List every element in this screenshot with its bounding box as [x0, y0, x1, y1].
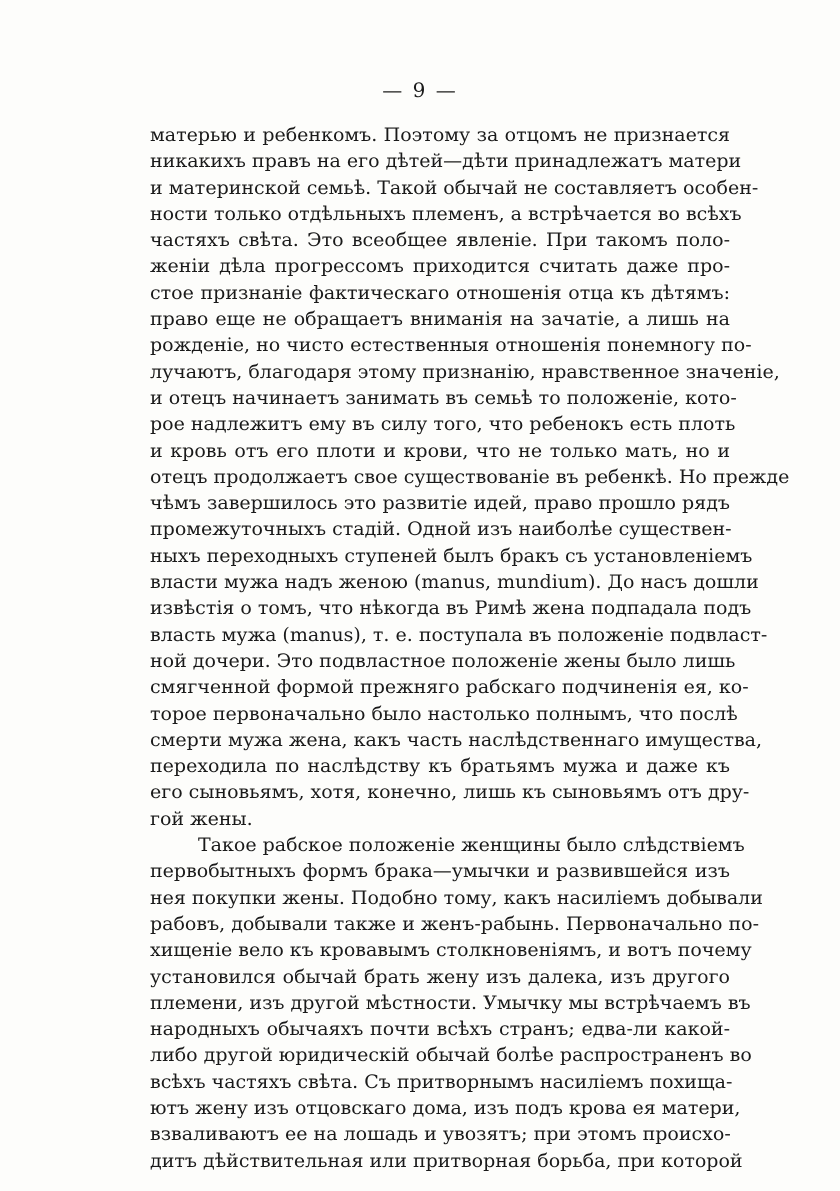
text-line: и отецъ начинаетъ занимать въ семьѣ то положеніе, кото-	[150, 386, 737, 409]
text-line: ныхъ переходныхъ ступеней былъ бракъ съ установленіемъ	[150, 544, 753, 567]
text-line: взваливаютъ ее на лошадь и увозятъ; при этомъ происхо-	[150, 1123, 731, 1146]
text-line: власти мужа надъ женою (manus, mundium). До насъ дошли	[150, 571, 759, 594]
text-line: рабовъ, добывали также и женъ-рабынь. Первоначально по-	[150, 912, 760, 935]
text-line: рое надлежитъ ему въ силу того, что ребенокъ есть плоть	[150, 413, 736, 436]
text-line: его сыновьямъ, хотя, конечно, лишь къ сыновьямъ отъ дру-	[150, 781, 750, 804]
text-line: хищеніе вело къ кровавымъ столкновеніямъ, и вотъ почему	[150, 939, 752, 962]
text-line: чѣмъ завершилось это развитіе идей, право прошло рядъ	[150, 492, 730, 515]
text-line: ютъ жену изъ отцовскаго дома, изъ подъ крова ея матери,	[150, 1096, 741, 1119]
text-line: смягченной формой прежняго рабскаго подчиненія ея, ко-	[150, 676, 749, 699]
text-line: и кровь отъ его плоти и крови, что не только мать, но и	[150, 439, 730, 462]
text-line: переходила по наслѣдству къ братьямъ мужа и даже къ	[150, 755, 730, 778]
text-line: первобытныхъ формъ брака—умычки и развившейся изъ	[150, 860, 730, 883]
text-line: народныхъ обычаяхъ почти всѣхъ странъ; едва-ли какой-	[150, 1018, 730, 1041]
text-line: дитъ дѣйствительная или притворная борьба, при которой	[150, 1149, 743, 1172]
text-line: гой жены.	[150, 807, 253, 830]
page-number: — 9 —	[382, 78, 458, 102]
text-line: промежуточныхъ стадій. Одной изъ наиболѣе существен-	[150, 518, 732, 541]
text-line: частяхъ свѣта. Это всеобщее явленіе. При такомъ поло-	[150, 229, 730, 252]
text-line: рожденіе, но чисто естественныя отношенія понемногу по-	[150, 334, 752, 357]
text-line: и материнской семьѣ. Такой обычай не составляетъ особен-	[150, 176, 759, 199]
text-line: извѣстія о томъ, что нѣкогда въ Римѣ жена подпадала подъ	[150, 597, 752, 620]
text-line: лучаютъ, благодаря этому признанію, нравственное значеніе,	[150, 360, 780, 383]
body-text	[150, 122, 790, 1174]
text-line: племени, изъ другой мѣстности. Умычку мы встрѣчаемъ въ	[150, 991, 751, 1014]
text-line: отецъ продолжаетъ свое существованіе въ ребенкѣ. Но прежде	[150, 465, 790, 488]
text-line: женіи дѣла прогрессомъ приходится считать даже про-	[150, 255, 730, 278]
text-line: стое признаніе фактическаго отношенія отца къ дѣтямъ:	[150, 281, 730, 304]
text-line: смерти мужа жена, какъ часть наслѣдственнаго имущества,	[150, 728, 763, 751]
text-line: всѣхъ частяхъ свѣта. Съ притворнымъ насиліемъ похища-	[150, 1070, 733, 1093]
text-line: власть мужа (manus), т. е. поступала въ положеніе подвласт-	[150, 623, 768, 646]
text-line: ности только отдѣльныхъ племенъ, а встрѣчается во всѣхъ	[150, 202, 742, 225]
text-line: установился обычай брать жену изъ далека, изъ другого	[150, 965, 730, 988]
text-line: нея покупки жены. Подобно тому, какъ насиліемъ добывали	[150, 886, 763, 909]
text-line: Такое рабское положеніе женщины было слѣдствіемъ	[198, 834, 745, 857]
text-line: либо другой юридическій обычай болѣе распространенъ во	[150, 1044, 752, 1067]
text-line: торое первоначально было настолько полнымъ, что послѣ	[150, 702, 738, 725]
paragraph-2	[150, 832, 763, 1174]
paragraph-1	[150, 122, 790, 832]
text-line: матерью и ребенкомъ. Поэтому за отцомъ не признается	[150, 124, 730, 146]
text-line: ной дочери. Это подвластное положеніе жены было лишь	[150, 649, 736, 672]
text-line: право еще не обращаетъ вниманія на зачатіе, а лишь на	[150, 308, 730, 331]
text-line: никакихъ правъ на его дѣтей—дѣти принадлежатъ матери	[150, 150, 742, 173]
